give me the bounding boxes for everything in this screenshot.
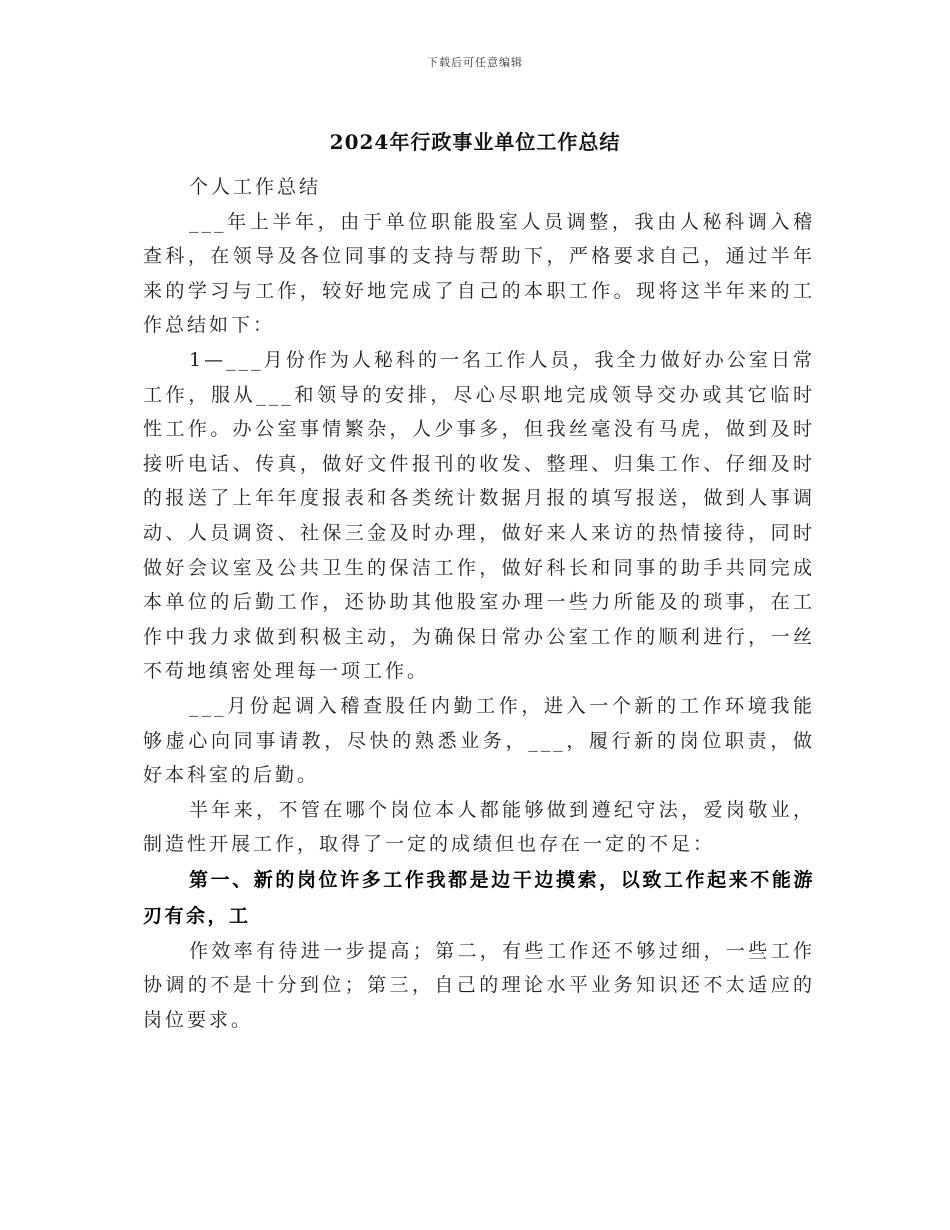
paragraph-office-work: 1—___月份作为人秘科的一名工作人员，我全力做好办公室日常工作，服从___和领导的安排，尽心尽职地完成领导交办或其它临时性工作。办公室事情繁杂，人少事多，但我丝毫没有马虎，做到及时接听电话、传真，做好文件报刊的收发、整理、归集工作、仔细及时的报送了上年年度报表和各类统计数据月报的填写报送，做到人事调动、人员调资、社保三金及时办理，做好来人来访的热情接待，同时做好会议室及公共卫生的保洁工作，做好科长和同事的助手共同完成本单位的后勤工作，还协助其他股室办理一些力所能及的琐事，在工作中我力求做到积极主动，为确保日常办公室工作的顺利进行，一丝不苟地缜密处理每一项工作。 (143, 348, 815, 683)
page-header-note: 下载后可任意编辑 (427, 56, 523, 69)
paragraph-shortcoming-rest: 作效率有待进一步提高；第二，有些工作还不够过细，一些工作协调的不是十分到位；第三，自己的理论水平业务知识还不太适应的岗位要求。 (143, 939, 815, 1032)
paragraph-shortcoming-bold: 第一、新的岗位许多工作我都是边干边摸索，以致工作起来不能游刃有余，工 (143, 868, 815, 927)
paragraph-intro: ___年上半年，由于单位职能股室人员调整，我由人秘科调入稽查科，在领导及各位同事的支持与帮助下，严格要求自己，通过半年来的学习与工作，较好地完成了自己的本职工作。现将这半年来的工作总结如下： (143, 210, 815, 337)
paragraph-inspection-work: ___月份起调入稽查股任内勤工作，进入一个新的工作环境我能够虚心向同事请教，尽快的熟悉业务，___，履行新的岗位职责，做好本科室的后勤。 (143, 694, 815, 787)
paragraph-subtitle: 个人工作总结 (189, 176, 322, 198)
document-body (143, 170, 815, 1038)
document-title: 2024年行政事业单位工作总结 (329, 130, 621, 154)
paragraph-summary: 半年来，不管在哪个岗位本人都能够做到遵纪守法，爱岗敬业，制造性开展工作，取得了一定的成绩但也存在一定的不足： (143, 798, 815, 856)
